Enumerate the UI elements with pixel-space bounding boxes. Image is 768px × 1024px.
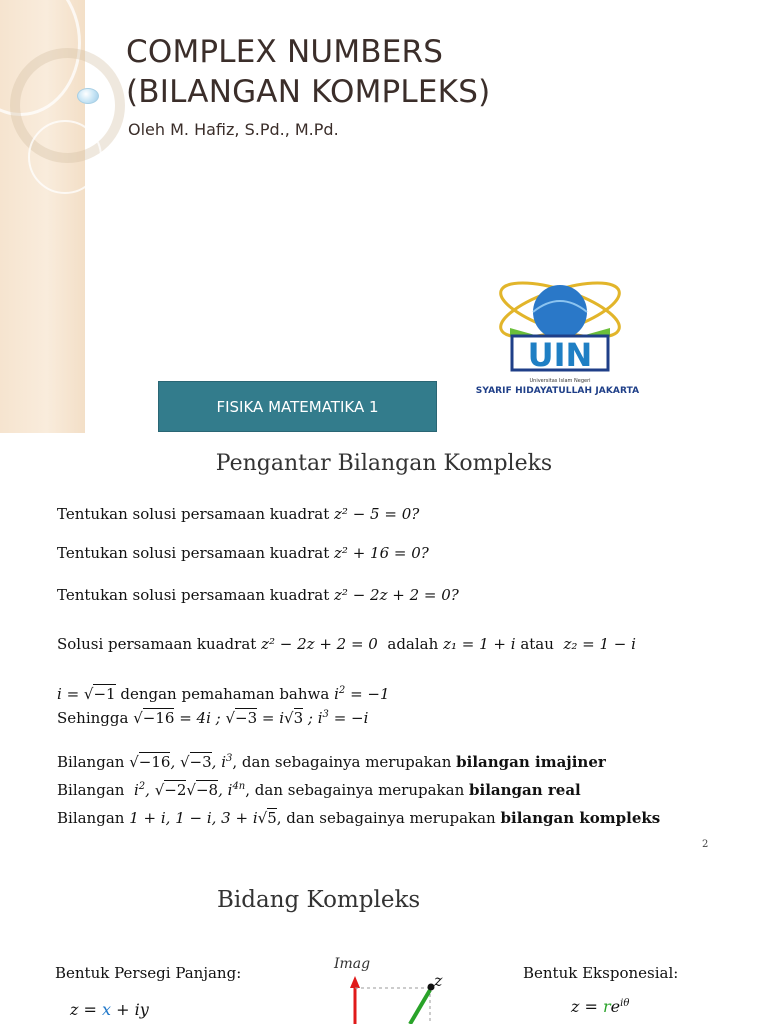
complex-numbers-line — [57, 807, 660, 829]
atau-text: atau — [520, 635, 554, 653]
real-numbers-line — [57, 779, 581, 801]
solution-text: Solusi persamaan kuadrat — [57, 635, 257, 653]
solution-line — [57, 633, 636, 655]
exponential-form-equation: $z = re^{i\theta}$ — [571, 997, 630, 1016]
complex-examples: 1 + i, 1 − i, 3 + i√5 — [129, 809, 277, 827]
author-line: Oleh M. Hafiz, S.Pd., M.Pd. — [128, 120, 339, 139]
imaginary-numbers-line — [57, 751, 606, 773]
solution-z1: z₁ = 1 + i — [443, 635, 516, 653]
question-3 — [57, 584, 459, 606]
question-text: Tentukan solusi persamaan kuadrat — [57, 505, 330, 523]
equation: z² − 2z + 2 = 0? — [334, 586, 459, 604]
imag-axis-label: Imag — [334, 956, 371, 972]
bilangan-text: Bilangan — [57, 753, 125, 771]
connector-text: , dan sebagainya merupakan — [232, 753, 452, 771]
imaginary-label: bilangan imajiner — [456, 753, 606, 771]
title-line-1: COMPLEX NUMBERS — [126, 34, 444, 70]
definition-text: dengan pemahaman bahwa — [120, 685, 330, 703]
real-examples: $i^2$, √−2√−8, $i^{4n}$ — [133, 781, 246, 799]
course-label-box[interactable]: FISIKA MATEMATIKA 1 — [158, 381, 437, 432]
connector-text: , dan sebagainya merupakan — [245, 781, 465, 799]
connector-text: , dan sebagainya merupakan — [276, 809, 496, 827]
complex-plane-diagram — [320, 952, 460, 1024]
definition-line — [57, 683, 390, 705]
adalah-text: adalah — [387, 635, 439, 653]
slide-title: Bidang Kompleks — [217, 887, 421, 913]
exponential-form-label: Bentuk Eksponesial: — [523, 964, 679, 982]
z-point-label: z — [434, 971, 443, 990]
intro-slide — [0, 433, 768, 857]
consequence-line — [57, 707, 368, 729]
modulus-vector — [410, 990, 430, 1024]
title-line-2: (BILANGAN KOMPLEKS) — [126, 74, 491, 110]
solution-z2: z₂ = 1 − i — [563, 635, 636, 653]
logo-caption-small: Universitas Islam Negeri — [529, 378, 591, 384]
bilangan-text: Bilangan — [57, 781, 125, 799]
question-text: Tentukan solusi persamaan kuadrat — [57, 586, 330, 604]
complex-plane-slide — [0, 857, 768, 1024]
z-point — [428, 984, 435, 991]
logo-wordmark: UIN — [527, 336, 593, 374]
rectangular-form-label: Bentuk Persegi Panjang: — [55, 964, 242, 982]
question-2 — [57, 542, 429, 564]
equation: z² − 5 = 0? — [334, 505, 420, 523]
real-label: bilangan real — [469, 781, 581, 799]
slide-title: Pengantar Bilangan Kompleks — [215, 451, 553, 476]
question-1 — [57, 503, 419, 525]
bilangan-text: Bilangan — [57, 809, 125, 827]
complex-label: bilangan kompleks — [500, 809, 661, 827]
axis-arrow-icon — [350, 976, 360, 988]
page-number: 2 — [702, 839, 709, 850]
imaginary-unit-def: i = √−1 — [57, 685, 116, 703]
decorative-bead — [77, 88, 99, 104]
slide-title — [126, 32, 490, 112]
imaginary-examples: √−16, √−3, $i^3$ — [129, 753, 233, 771]
decorative-arc — [28, 120, 102, 194]
equation: z² − 2z + 2 = 0 — [261, 635, 378, 653]
logo-caption-main: SYARIF HIDAYATULLAH JAKARTA — [475, 386, 640, 396]
sehingga-text: Sehingga — [57, 709, 129, 727]
question-text: Tentukan solusi persamaan kuadrat — [57, 544, 330, 562]
equation: z² + 16 = 0? — [334, 544, 429, 562]
consequence-equations: √−16 = 4i ; √−3 = i√3 ; $i^3 = -i$ — [133, 709, 369, 727]
i-squared-def: $i^2 = -1$ — [334, 685, 390, 703]
rectangular-form-equation: z = x + iy — [70, 1000, 149, 1019]
title-slide — [0, 0, 768, 433]
